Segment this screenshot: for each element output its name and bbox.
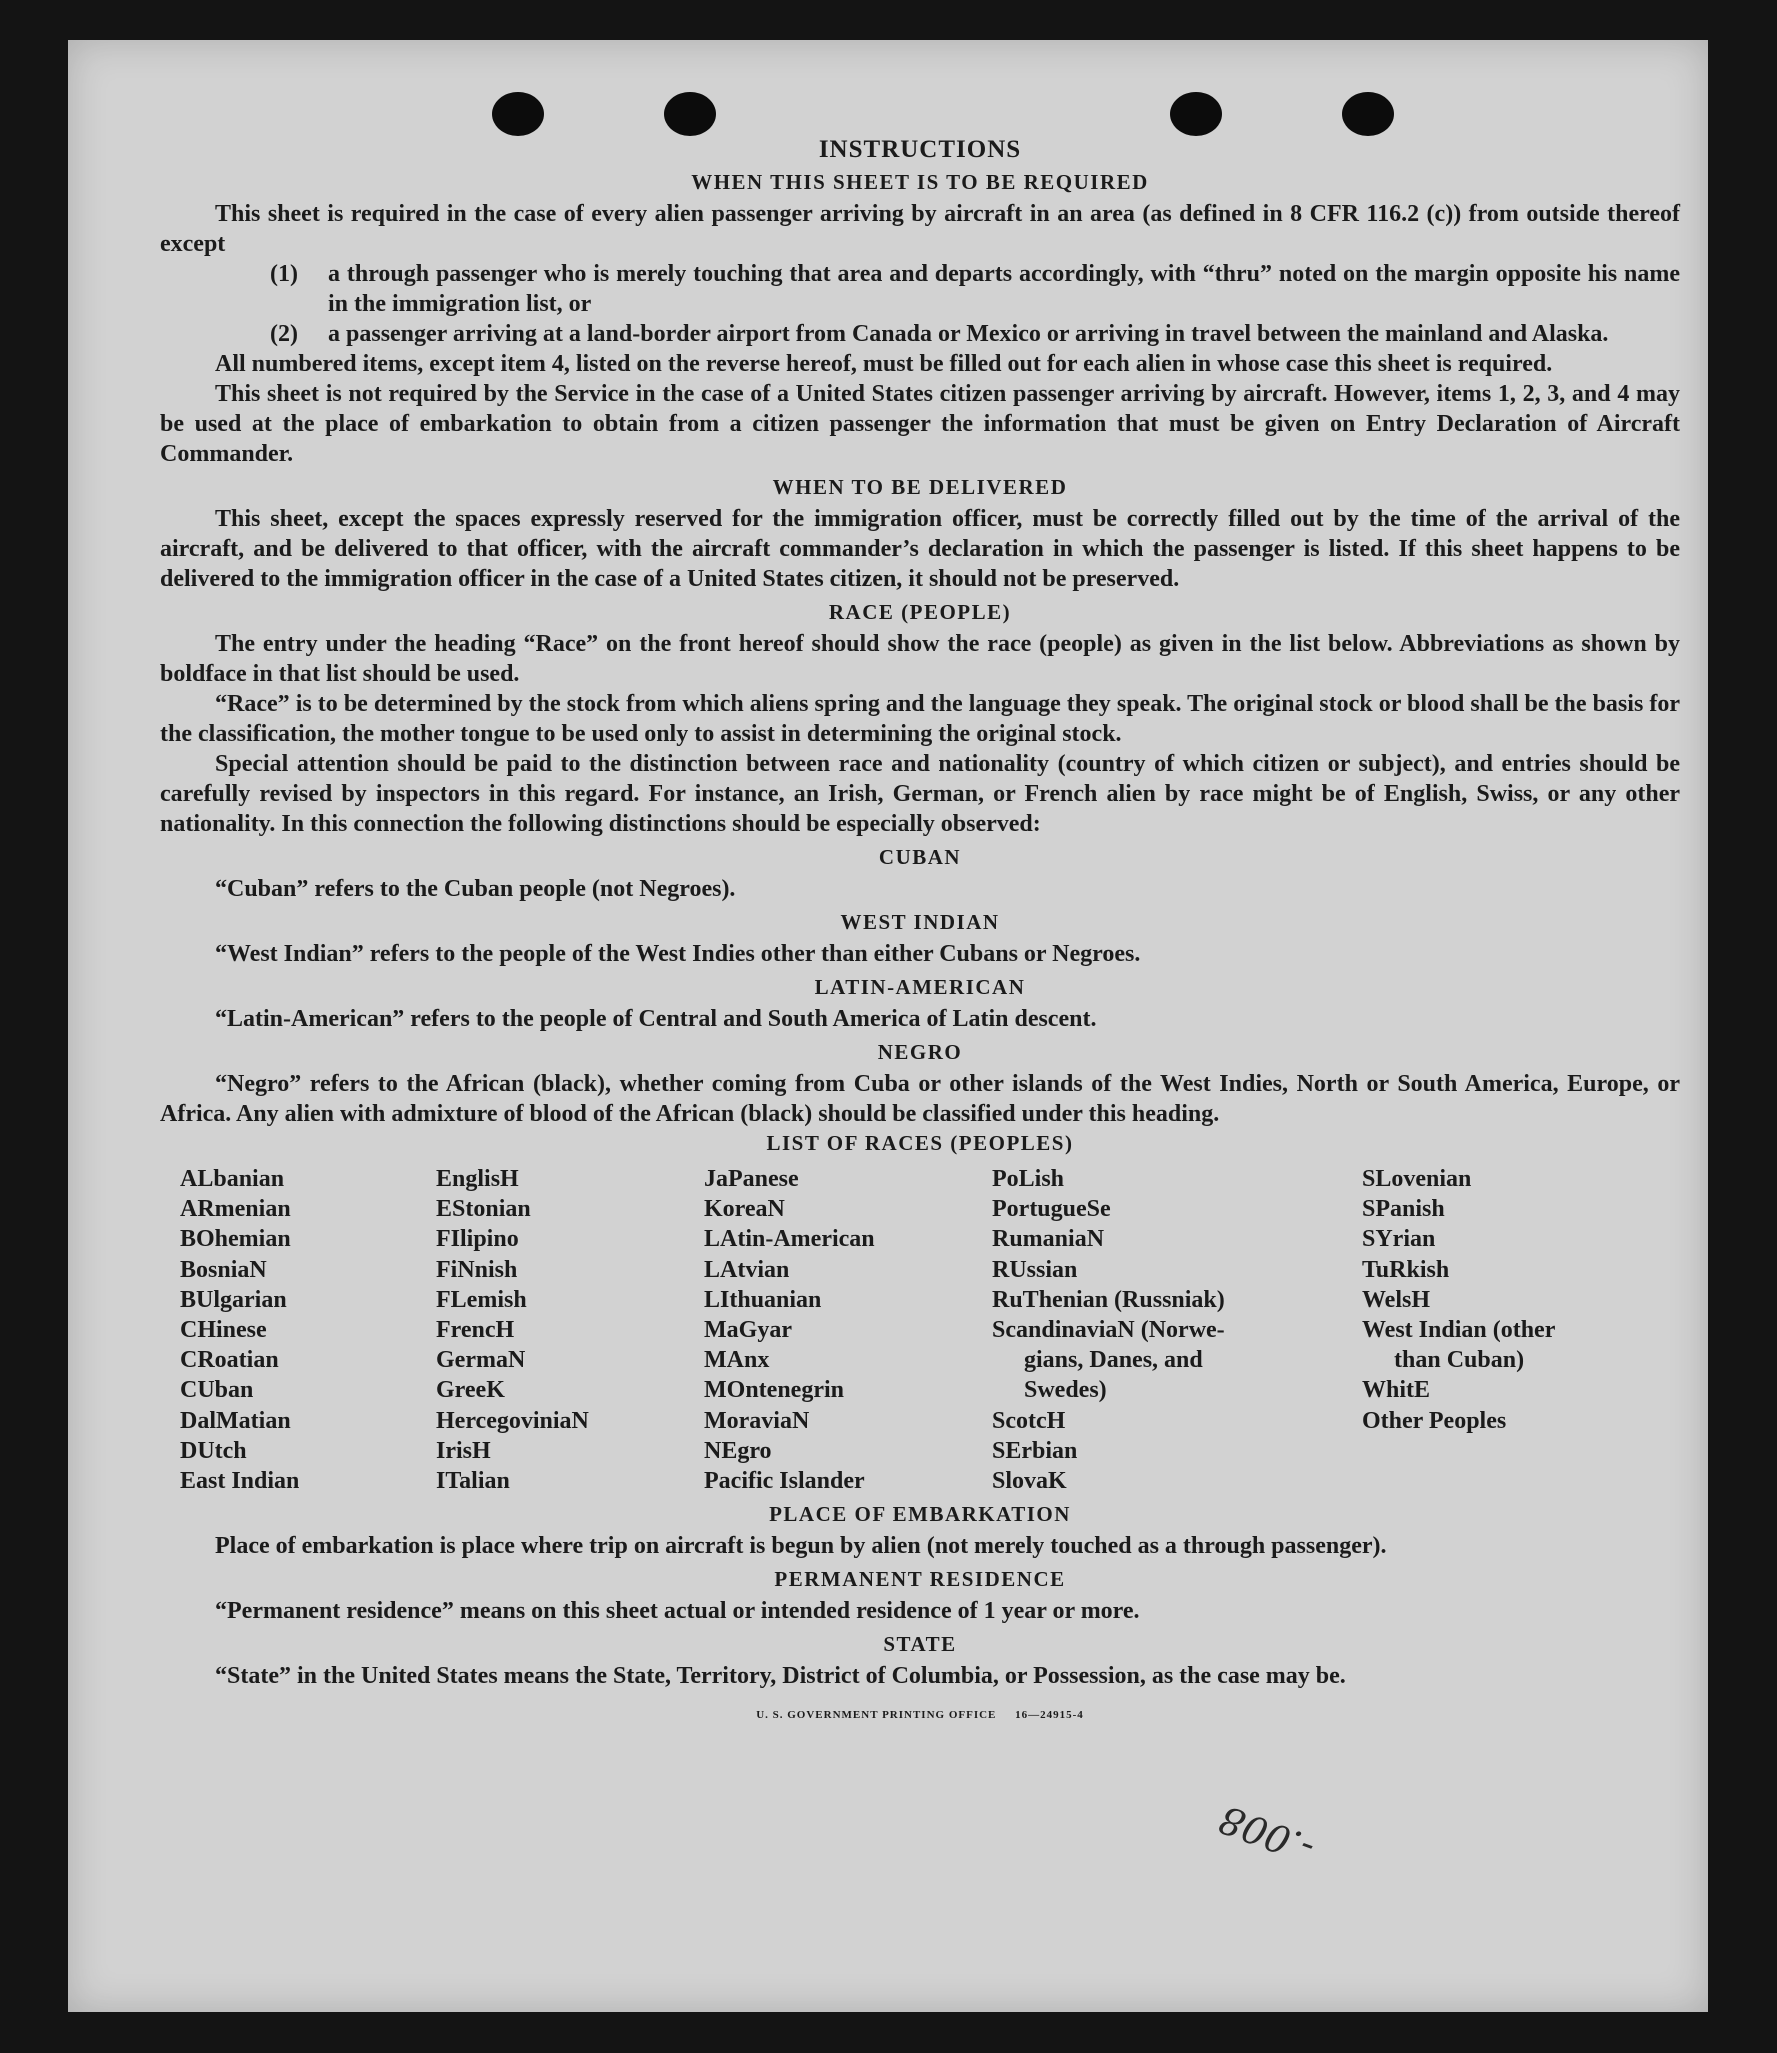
race-entry: LAtvian [704,1256,790,1283]
paragraph: Place of embarkation is place where trip on aircraft is begun by alien (not merely touched as a through passenger). [215,1533,1387,1560]
paragraph: This sheet, except the spaces expressly reserved for the immigration officer, must be correctly filled out by the time of the arrival of the aircraft, and be delivered to that officer, with the aircraft commander’s declaration in which the passenger is listed. If this sheet happens to be delivered to the immigration officer in the case of a United States citizen, it should not be preserved. [160,506,1680,592]
race-entry: TuRkish [1362,1256,1450,1283]
paragraph: “Race” is to be determined by the stock from which aliens spring and the language they speak. The original stock or blood shall be the basis for the classification, the mother tongue to be used only to assist in determining the original stock. [160,691,1680,747]
race-entry: PortugueSe [992,1196,1111,1223]
race-entry: SlovaK [992,1468,1067,1495]
race-entry: GreeK [436,1377,505,1404]
paragraph: The entry under the heading “Race” on the front hereof should show the race (people) as given in the list below. Abbreviations as shown by boldface in that list should be used. [160,631,1680,687]
race-entry: ITalian [436,1468,510,1495]
paragraph: “Negro” refers to the African (black), whether coming from Cuba or other islands of the West Indies, North or South America, Europe, or Africa. Any alien with admixture of blood of the African (black) should be classified under this heading. [160,1071,1680,1127]
race-column [704,1164,992,1496]
race-column [180,1164,436,1496]
race-entry: LIthuanian [704,1286,822,1313]
race-entry: JaPanese [704,1166,799,1192]
subsection-heading: LATIN-AMERICAN [814,975,1026,999]
race-entry: IrisH [436,1437,491,1464]
race-entry: ARmenian [180,1196,291,1223]
section-heading: WHEN TO BE DELIVERED [772,475,1068,499]
race-entry: FiNnish [436,1256,518,1283]
section-heading: WHEN THIS SHEET IS TO BE REQUIRED [691,170,1149,194]
race-column [436,1164,704,1496]
instructions-content [160,136,1680,1721]
paragraph: “West Indian” refers to the people of the West Indies other than either Cubans or Negroes. [215,941,1141,967]
race-entry: NEgro [704,1437,772,1464]
item-number: (2) [270,321,298,347]
race-entry: EStonian [436,1196,531,1223]
race-entry: East Indian [180,1468,300,1495]
race-entry: Swedes) [1024,1377,1107,1404]
race-entry: West Indian (other [1362,1317,1556,1344]
paragraph: “Permanent residence” means on this sheet actual or intended residence of 1 year or more. [215,1598,1140,1625]
race-entry: Other Peoples [1362,1407,1507,1434]
race-entry: FLemish [436,1286,527,1313]
race-entry: ScotcH [992,1407,1066,1434]
numbered-item [160,319,1680,349]
paragraph: This sheet is not required by the Service in the case of a United States citizen passenger arriving by aircraft. However, items 1, 2, 3, and 4 may be used at the place of embarkation to obtain from a citizen passenger the information that must be given on Entry Declaration of Aircraft Commander. [160,381,1680,467]
race-column [1362,1164,1662,1496]
race-entry: PoLish [992,1166,1065,1192]
paragraph: “Latin-American” refers to the people of Central and South America of Latin descent. [215,1006,1097,1032]
race-list [180,1164,1680,1496]
race-entry: RumaniaN [992,1226,1105,1253]
race-entry: SLovenian [1362,1166,1472,1192]
race-entry: RuThenian (Russniak) [992,1286,1225,1313]
item-number: (1) [270,261,298,287]
race-entry: GermaN [436,1347,526,1374]
race-entry: DUtch [180,1437,247,1464]
race-entry: FIlipino [436,1226,519,1253]
punch-hole [1170,92,1222,136]
paragraph: “Cuban” refers to the Cuban people (not Negroes). [215,876,736,902]
race-column [992,1164,1362,1496]
printer-imprint: U. S. GOVERNMENT PRINTING OFFICE 16—24915-4 [756,1709,1084,1722]
punch-hole [492,92,544,136]
subsection-heading: CUBAN [878,845,962,869]
punch-hole [1342,92,1394,136]
race-entry: BOhemian [180,1226,291,1253]
paragraph: All numbered items, except item 4, listed on the reverse hereof, must be filled out for each alien in whose case this sheet is required. [215,351,1553,377]
race-entry: SPanish [1362,1196,1445,1223]
race-entry: Pacific Islander [704,1468,865,1495]
race-entry: SYrian [1362,1226,1436,1253]
race-entry: WhitE [1362,1377,1431,1404]
numbered-item [160,259,1680,319]
race-entry: MOntenegrin [704,1377,844,1404]
section-heading: STATE [883,1632,957,1657]
race-entry: ALbanian [180,1166,285,1192]
race-entry: RUssian [992,1256,1078,1283]
subsection-heading: WEST INDIAN [840,910,1000,934]
race-entry: SErbian [992,1437,1078,1464]
race-entry: than Cuban) [1394,1347,1525,1374]
race-entry: WelsH [1362,1286,1431,1313]
race-entry: EnglisH [436,1166,519,1192]
punch-hole [664,92,716,136]
race-entry: FrencH [436,1317,515,1344]
race-entry: BUlgarian [180,1286,287,1313]
race-entry: LAtin-American [704,1226,875,1253]
document-page [68,40,1708,2012]
paragraph: Special attention should be paid to the distinction between race and nationality (country of which citizen or subject), and entries should be carefully revised by inspectors in this regard. For instance, an Irish, German, or French alien by race might be of English, Swiss, or any other nationality. In this connection the following distinctions should be especially observed: [160,751,1680,837]
race-entry: HercegoviniaN [436,1407,589,1434]
race-entry: MaGyar [704,1317,792,1344]
section-heading: LIST OF RACES (PEOPLES) [766,1131,1074,1155]
race-entry: ScandinaviaN (Norwe- [992,1317,1225,1344]
race-entry: CRoatian [180,1347,279,1374]
section-heading: PERMANENT RESIDENCE [774,1567,1066,1592]
item-text: a passenger arriving at a land-border airport from Canada or Mexico or arriving in travel between the mainland and Alaska. [328,321,1609,347]
race-entry: MAnx [704,1347,770,1374]
paragraph: “State” in the United States means the State, Territory, District of Columbia, or Possession, as the case may be. [215,1663,1346,1690]
race-entry: DalMatian [180,1407,291,1434]
page-title: INSTRUCTIONS [818,136,1022,163]
race-entry: BosniaN [180,1256,267,1283]
item-text: a through passenger who is merely touching that area and departs accordingly, with “thru” noted on the margin opposite his name in the immigration list, or [328,261,1680,317]
race-entry: CUban [180,1377,254,1404]
handwritten-mark: -.008 [1213,1796,1321,1872]
race-entry: CHinese [180,1317,267,1344]
subsection-heading: NEGRO [877,1040,963,1064]
race-entry: KoreaN [704,1196,785,1223]
race-entry: MoraviaN [704,1407,810,1434]
section-heading: RACE (PEOPLE) [828,600,1012,624]
section-heading: PLACE OF EMBARKATION [769,1502,1071,1527]
race-entry: gians, Danes, and [1024,1347,1203,1374]
paragraph: This sheet is required in the case of every alien passenger arriving by aircraft in an area (as defined in 8 CFR 116.2 (c)) from outside thereof except [160,201,1680,257]
